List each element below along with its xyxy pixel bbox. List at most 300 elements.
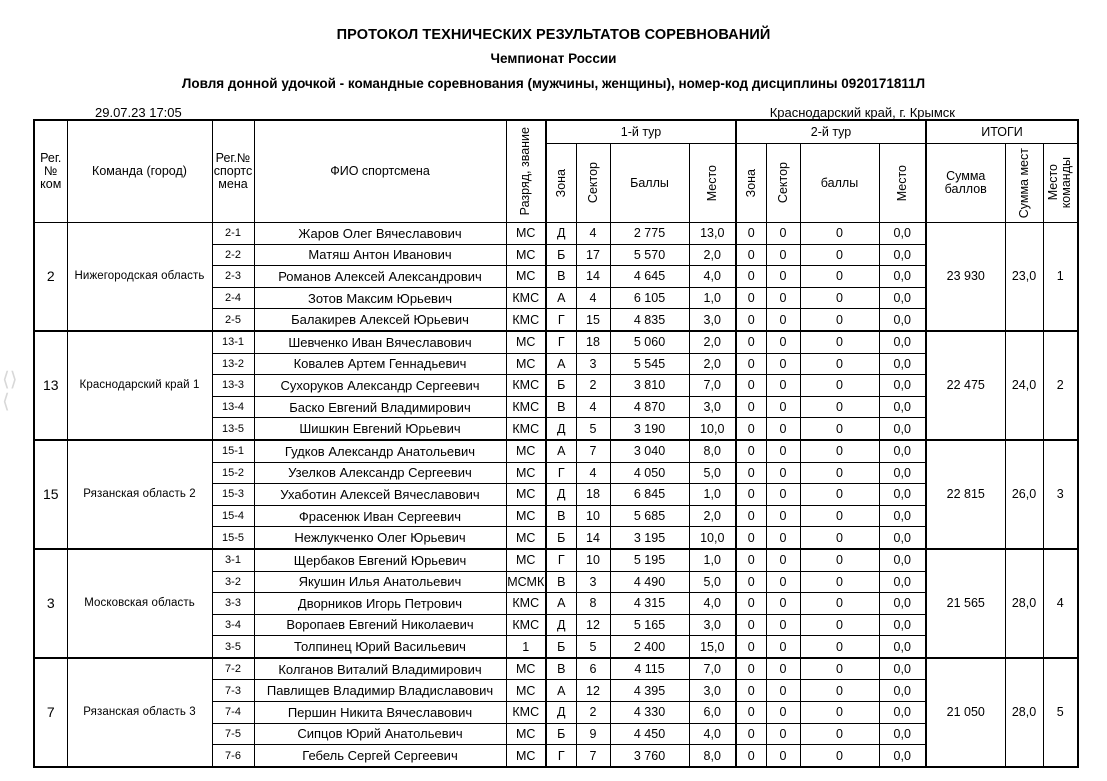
document-root [0, 0, 1107, 126]
cell-t1-place: 5,0 [689, 571, 736, 593]
cell-athlete-fio: Якушин Илья Анатольевич [254, 571, 506, 593]
cell-t2-zone: 0 [736, 375, 766, 397]
cell-t2-points: 0 [800, 614, 879, 636]
discipline-line: Ловля донной удочкой - командные соревнования (мужчины, женщины), номер-код дисциплины 0920171811Л [181, 76, 926, 91]
cell-rank: МС [506, 266, 546, 288]
cell-t2-sector: 0 [766, 571, 800, 593]
cell-rank: КМС [506, 418, 546, 440]
cell-t1-sector: 2 [576, 375, 610, 397]
cell-athlete-reg: 3-2 [212, 571, 254, 593]
cell-t1-zone: Б [546, 527, 576, 549]
th-t1-zone [546, 144, 576, 223]
cell-t2-place: 0,0 [879, 462, 926, 484]
cell-team-reg-no: 13 [34, 331, 67, 440]
cell-sum-points: 22 475 [926, 331, 1005, 440]
cell-t2-place: 0,0 [879, 549, 926, 571]
cell-t1-sector: 2 [576, 702, 610, 724]
cell-t1-place: 7,0 [689, 375, 736, 397]
cell-athlete-fio: Зотов Максим Юрьевич [254, 287, 506, 309]
th-reg-team-l2: № [44, 164, 58, 178]
cell-rank: МС [506, 440, 546, 462]
cell-rank: КМС [506, 309, 546, 331]
cell-t1-points: 4 330 [610, 702, 689, 724]
cell-t2-sector: 0 [766, 396, 800, 418]
th-athlete-name: ФИО спортсмена [254, 120, 506, 223]
th-team-place-l1: Место [1046, 164, 1061, 202]
cell-t2-sector: 0 [766, 462, 800, 484]
cell-t1-place: 10,0 [689, 527, 736, 549]
cell-t1-zone: В [546, 396, 576, 418]
cell-t2-points: 0 [800, 549, 879, 571]
cell-athlete-reg: 7-3 [212, 680, 254, 702]
cell-athlete-reg: 7-2 [212, 658, 254, 680]
cell-team-place: 1 [1043, 223, 1078, 331]
cell-t2-zone: 0 [736, 353, 766, 375]
cell-t1-zone: Г [546, 745, 576, 767]
cell-t1-sector: 8 [576, 593, 610, 615]
cell-t2-place: 0,0 [879, 418, 926, 440]
cell-t1-sector: 4 [576, 287, 610, 309]
th-team-place-l2: команды [1059, 157, 1074, 209]
cell-rank: МСМК [506, 571, 546, 593]
cell-rank: КМС [506, 287, 546, 309]
cell-athlete-fio: Ухаботин Алексей Вячеславович [254, 484, 506, 506]
th-reg-athlete-l1: Рег.№ [215, 151, 251, 165]
cell-t1-points: 6 845 [610, 484, 689, 506]
cell-team-reg-no: 15 [34, 440, 67, 549]
cell-t2-sector: 0 [766, 309, 800, 331]
cell-t2-place: 0,0 [879, 745, 926, 767]
cell-t2-sector: 0 [766, 723, 800, 745]
cell-t2-zone: 0 [736, 745, 766, 767]
cell-t2-place: 0,0 [879, 527, 926, 549]
th-reg-team-l3: ком [40, 177, 62, 191]
cell-rank: МС [506, 549, 546, 571]
cell-t1-sector: 17 [576, 244, 610, 266]
cell-t2-place: 0,0 [879, 287, 926, 309]
cell-t2-place: 0,0 [879, 309, 926, 331]
cell-t2-points: 0 [800, 331, 879, 353]
th-sum-points [926, 144, 1005, 223]
competition-name: Чемпионат России [490, 51, 617, 66]
cell-t2-sector: 0 [766, 266, 800, 288]
cell-athlete-reg: 2-2 [212, 244, 254, 266]
cell-athlete-fio: Шишкин Евгений Юрьевич [254, 418, 506, 440]
cell-t2-place: 0,0 [879, 396, 926, 418]
cell-team-place: 2 [1043, 331, 1078, 440]
cell-athlete-fio: Нежлукченко Олег Юрьевич [254, 527, 506, 549]
cell-t1-zone: В [546, 571, 576, 593]
cell-t2-points: 0 [800, 571, 879, 593]
cell-athlete-fio: Шевченко Иван Вячеславович [254, 331, 506, 353]
cell-t2-sector: 0 [766, 331, 800, 353]
scan-artifact: ⟨⟩ ⟨ [2, 367, 18, 413]
cell-team-place: 5 [1043, 658, 1078, 767]
cell-athlete-fio: Балакирев Алексей Юрьевич [254, 309, 506, 331]
cell-t1-points: 4 645 [610, 266, 689, 288]
cell-t1-zone: Д [546, 223, 576, 245]
cell-t2-sector: 0 [766, 527, 800, 549]
th-t1-place-text: Место [704, 164, 719, 202]
th-t2-points: баллы [800, 144, 879, 223]
cell-t2-points: 0 [800, 745, 879, 767]
cell-t2-points: 0 [800, 266, 879, 288]
cell-t2-place: 0,0 [879, 680, 926, 702]
cell-t1-sector: 12 [576, 680, 610, 702]
cell-team-reg-no: 3 [34, 549, 67, 658]
cell-sum-places: 28,0 [1005, 549, 1043, 658]
cell-t1-place: 8,0 [689, 440, 736, 462]
cell-t2-place: 0,0 [879, 440, 926, 462]
cell-t1-zone: Б [546, 723, 576, 745]
cell-t2-place: 0,0 [879, 658, 926, 680]
cell-athlete-fio: Павлищев Владимир Владиславович [254, 680, 506, 702]
cell-athlete-reg: 2-3 [212, 266, 254, 288]
cell-athlete-reg: 15-2 [212, 462, 254, 484]
table-row [34, 440, 1078, 462]
cell-t2-points: 0 [800, 396, 879, 418]
cell-t2-place: 0,0 [879, 571, 926, 593]
th-t1-place [689, 144, 736, 223]
th-t1-points: Баллы [610, 144, 689, 223]
cell-athlete-fio: Сипцов Юрий Анатольевич [254, 723, 506, 745]
cell-t2-points: 0 [800, 418, 879, 440]
cell-t2-zone: 0 [736, 614, 766, 636]
cell-t1-zone: А [546, 353, 576, 375]
cell-sum-places: 28,0 [1005, 658, 1043, 767]
cell-t1-points: 5 685 [610, 505, 689, 527]
cell-t1-zone: Б [546, 636, 576, 658]
th-t1-zone-text: Зона [553, 168, 568, 198]
cell-t1-points: 4 315 [610, 593, 689, 615]
cell-athlete-reg: 3-3 [212, 593, 254, 615]
cell-t1-sector: 18 [576, 331, 610, 353]
cell-t2-zone: 0 [736, 680, 766, 702]
cell-athlete-fio: Толпинец Юрий Васильевич [254, 636, 506, 658]
th-t2-place [879, 144, 926, 223]
cell-athlete-fio: Фрасенюк Иван Сергеевич [254, 505, 506, 527]
cell-t2-sector: 0 [766, 244, 800, 266]
cell-t2-place: 0,0 [879, 353, 926, 375]
cell-t1-zone: В [546, 658, 576, 680]
th-reg-team-l1: Рег. [40, 151, 62, 165]
cell-t2-place: 0,0 [879, 266, 926, 288]
cell-t2-zone: 0 [736, 658, 766, 680]
cell-sum-points: 21 050 [926, 658, 1005, 767]
cell-t2-sector: 0 [766, 440, 800, 462]
cell-athlete-fio: Романов Алексей Александрович [254, 266, 506, 288]
cell-t2-zone: 0 [736, 266, 766, 288]
cell-t1-place: 4,0 [689, 266, 736, 288]
cell-t2-zone: 0 [736, 244, 766, 266]
cell-t2-points: 0 [800, 244, 879, 266]
cell-athlete-reg: 2-1 [212, 223, 254, 245]
cell-t2-points: 0 [800, 223, 879, 245]
cell-athlete-reg: 15-1 [212, 440, 254, 462]
cell-t1-points: 3 760 [610, 745, 689, 767]
cell-t2-zone: 0 [736, 331, 766, 353]
th-rank-title-text: Разряд, звание [518, 127, 533, 216]
cell-team-name: Нижегородская область [67, 223, 212, 331]
cell-t2-sector: 0 [766, 353, 800, 375]
th-team-place-text [1047, 157, 1073, 208]
cell-t1-place: 8,0 [689, 745, 736, 767]
table-row [34, 658, 1078, 680]
cell-athlete-fio: Узелков Александр Сергеевич [254, 462, 506, 484]
cell-t2-place: 0,0 [879, 375, 926, 397]
cell-t2-zone: 0 [736, 723, 766, 745]
cell-t1-sector: 18 [576, 484, 610, 506]
cell-t1-place: 1,0 [689, 549, 736, 571]
th-t2-sector [766, 144, 800, 223]
cell-t2-sector: 0 [766, 636, 800, 658]
cell-t1-sector: 3 [576, 353, 610, 375]
cell-athlete-reg: 15-5 [212, 527, 254, 549]
cell-t2-zone: 0 [736, 527, 766, 549]
cell-t1-place: 13,0 [689, 223, 736, 245]
cell-t2-zone: 0 [736, 484, 766, 506]
cell-t1-sector: 9 [576, 723, 610, 745]
cell-t1-zone: Д [546, 484, 576, 506]
cell-t1-points: 4 050 [610, 462, 689, 484]
cell-rank: КМС [506, 702, 546, 724]
cell-t1-zone: В [546, 266, 576, 288]
cell-t2-points: 0 [800, 462, 879, 484]
cell-t1-points: 3 195 [610, 527, 689, 549]
cell-rank: МС [506, 331, 546, 353]
cell-t1-points: 5 545 [610, 353, 689, 375]
cell-rank: МС [506, 505, 546, 527]
cell-sum-points: 21 565 [926, 549, 1005, 658]
cell-athlete-reg: 13-5 [212, 418, 254, 440]
cell-t1-place: 6,0 [689, 702, 736, 724]
th-reg-athlete [212, 120, 254, 223]
cell-rank: КМС [506, 375, 546, 397]
cell-t1-sector: 6 [576, 658, 610, 680]
cell-t2-sector: 0 [766, 223, 800, 245]
cell-t2-place: 0,0 [879, 331, 926, 353]
th-t2-sector-text: Сектор [775, 162, 790, 204]
cell-athlete-fio: Баско Евгений Владимирович [254, 396, 506, 418]
th-team-place [1043, 144, 1078, 223]
cell-t2-sector: 0 [766, 593, 800, 615]
cell-sum-points: 22 815 [926, 440, 1005, 549]
cell-t1-points: 4 395 [610, 680, 689, 702]
cell-t1-points: 4 870 [610, 396, 689, 418]
cell-team-name: Рязанская область 3 [67, 658, 212, 767]
cell-t2-zone: 0 [736, 593, 766, 615]
cell-t1-zone: А [546, 680, 576, 702]
cell-rank: МС [506, 680, 546, 702]
cell-t1-zone: Г [546, 309, 576, 331]
cell-athlete-reg: 3-1 [212, 549, 254, 571]
cell-t1-zone: Г [546, 331, 576, 353]
cell-rank: 1 [506, 636, 546, 658]
cell-t2-points: 0 [800, 680, 879, 702]
cell-t2-sector: 0 [766, 375, 800, 397]
cell-t1-place: 15,0 [689, 636, 736, 658]
cell-athlete-fio: Першин Никита Вячеславович [254, 702, 506, 724]
cell-t1-zone: В [546, 505, 576, 527]
cell-t1-points: 3 040 [610, 440, 689, 462]
cell-t1-sector: 7 [576, 440, 610, 462]
cell-team-reg-no: 2 [34, 223, 67, 331]
cell-athlete-fio: Матяш Антон Иванович [254, 244, 506, 266]
cell-team-reg-no: 7 [34, 658, 67, 767]
cell-t1-points: 6 105 [610, 287, 689, 309]
table-row [34, 549, 1078, 571]
cell-athlete-reg: 2-4 [212, 287, 254, 309]
cell-athlete-reg: 15-3 [212, 484, 254, 506]
cell-t2-zone: 0 [736, 549, 766, 571]
cell-t2-place: 0,0 [879, 593, 926, 615]
results-table-wrapper [33, 119, 1077, 768]
cell-t1-place: 2,0 [689, 505, 736, 527]
cell-athlete-fio: Воропаев Евгений Николаевич [254, 614, 506, 636]
cell-athlete-fio: Ковалев Артем Геннадьевич [254, 353, 506, 375]
cell-t2-place: 0,0 [879, 484, 926, 506]
th-rank-title [506, 120, 546, 223]
cell-t2-sector: 0 [766, 418, 800, 440]
cell-athlete-reg: 13-1 [212, 331, 254, 353]
cell-t1-zone: Б [546, 375, 576, 397]
cell-t1-points: 5 195 [610, 549, 689, 571]
cell-rank: МС [506, 462, 546, 484]
cell-t1-sector: 4 [576, 223, 610, 245]
cell-t1-zone: Д [546, 614, 576, 636]
cell-rank: МС [506, 658, 546, 680]
cell-athlete-reg: 15-4 [212, 505, 254, 527]
th-reg-athlete-l3: мена [218, 177, 248, 191]
cell-t1-place: 1,0 [689, 484, 736, 506]
cell-t2-sector: 0 [766, 680, 800, 702]
cell-team-name: Краснодарский край 1 [67, 331, 212, 440]
cell-t1-sector: 7 [576, 745, 610, 767]
cell-t1-zone: А [546, 593, 576, 615]
cell-t2-points: 0 [800, 309, 879, 331]
cell-t2-zone: 0 [736, 223, 766, 245]
cell-t2-place: 0,0 [879, 505, 926, 527]
title-block [0, 0, 1107, 93]
cell-t1-sector: 14 [576, 266, 610, 288]
cell-athlete-reg: 2-5 [212, 309, 254, 331]
cell-t1-zone: А [546, 287, 576, 309]
cell-t1-sector: 5 [576, 418, 610, 440]
th-totals-group: ИТОГИ [926, 120, 1078, 144]
th-sum-places-text: Сумма мест [1016, 147, 1031, 219]
cell-t1-points: 4 115 [610, 658, 689, 680]
cell-t2-zone: 0 [736, 636, 766, 658]
cell-t2-zone: 0 [736, 571, 766, 593]
protocol-location: Краснодарский край, г. Крымск [769, 105, 955, 120]
cell-athlete-reg: 7-4 [212, 702, 254, 724]
cell-t1-points: 3 810 [610, 375, 689, 397]
table-row [34, 331, 1078, 353]
cell-t1-place: 7,0 [689, 658, 736, 680]
cell-t1-sector: 4 [576, 396, 610, 418]
cell-athlete-fio: Гудков Александр Анатольевич [254, 440, 506, 462]
cell-athlete-reg: 13-2 [212, 353, 254, 375]
cell-t1-points: 2 400 [610, 636, 689, 658]
cell-t2-sector: 0 [766, 287, 800, 309]
cell-athlete-fio: Колганов Виталий Владимирович [254, 658, 506, 680]
cell-athlete-fio: Дворников Игорь Петрович [254, 593, 506, 615]
cell-team-place: 4 [1043, 549, 1078, 658]
cell-t2-sector: 0 [766, 614, 800, 636]
cell-t1-points: 4 835 [610, 309, 689, 331]
cell-t1-points: 3 190 [610, 418, 689, 440]
th-team-city: Команда (город) [67, 120, 212, 223]
cell-t2-place: 0,0 [879, 244, 926, 266]
cell-t1-points: 4 490 [610, 571, 689, 593]
cell-t1-zone: Д [546, 702, 576, 724]
cell-t2-points: 0 [800, 287, 879, 309]
cell-t1-place: 2,0 [689, 331, 736, 353]
cell-t1-place: 3,0 [689, 396, 736, 418]
cell-sum-points: 23 930 [926, 223, 1005, 331]
cell-t2-sector: 0 [766, 702, 800, 724]
protocol-datetime: 29.07.23 17:05 [95, 105, 182, 120]
cell-t2-zone: 0 [736, 396, 766, 418]
table-head [34, 120, 1078, 223]
th-sum-points-l2: баллов [944, 182, 987, 196]
cell-t2-zone: 0 [736, 440, 766, 462]
cell-rank: КМС [506, 614, 546, 636]
cell-athlete-reg: 3-5 [212, 636, 254, 658]
cell-t1-place: 4,0 [689, 723, 736, 745]
cell-t2-points: 0 [800, 505, 879, 527]
cell-t1-place: 1,0 [689, 287, 736, 309]
cell-t2-points: 0 [800, 375, 879, 397]
cell-t1-points: 4 450 [610, 723, 689, 745]
cell-t1-place: 2,0 [689, 244, 736, 266]
cell-t2-sector: 0 [766, 484, 800, 506]
cell-rank: МС [506, 723, 546, 745]
cell-t2-place: 0,0 [879, 723, 926, 745]
cell-sum-places: 26,0 [1005, 440, 1043, 549]
cell-t1-place: 3,0 [689, 309, 736, 331]
cell-t2-sector: 0 [766, 745, 800, 767]
cell-sum-places: 23,0 [1005, 223, 1043, 331]
cell-t2-sector: 0 [766, 549, 800, 571]
cell-t2-points: 0 [800, 440, 879, 462]
cell-t1-sector: 10 [576, 505, 610, 527]
cell-t2-place: 0,0 [879, 223, 926, 245]
cell-t1-zone: А [546, 440, 576, 462]
cell-athlete-reg: 13-4 [212, 396, 254, 418]
cell-t1-sector: 15 [576, 309, 610, 331]
cell-t2-points: 0 [800, 723, 879, 745]
cell-t1-sector: 10 [576, 549, 610, 571]
cell-t1-points: 2 775 [610, 223, 689, 245]
cell-t2-place: 0,0 [879, 614, 926, 636]
cell-t1-place: 10,0 [689, 418, 736, 440]
cell-rank: МС [506, 353, 546, 375]
cell-t2-zone: 0 [736, 702, 766, 724]
th-sum-points-l1: Сумма [946, 169, 986, 183]
cell-t2-points: 0 [800, 702, 879, 724]
cell-t1-sector: 3 [576, 571, 610, 593]
cell-rank: МС [506, 223, 546, 245]
th-t2-zone-text: Зона [743, 168, 758, 198]
cell-rank: МС [506, 745, 546, 767]
th-reg-team [34, 120, 67, 223]
cell-t2-sector: 0 [766, 658, 800, 680]
cell-rank: МС [506, 484, 546, 506]
results-table [33, 119, 1079, 768]
cell-athlete-reg: 3-4 [212, 614, 254, 636]
cell-rank: МС [506, 244, 546, 266]
